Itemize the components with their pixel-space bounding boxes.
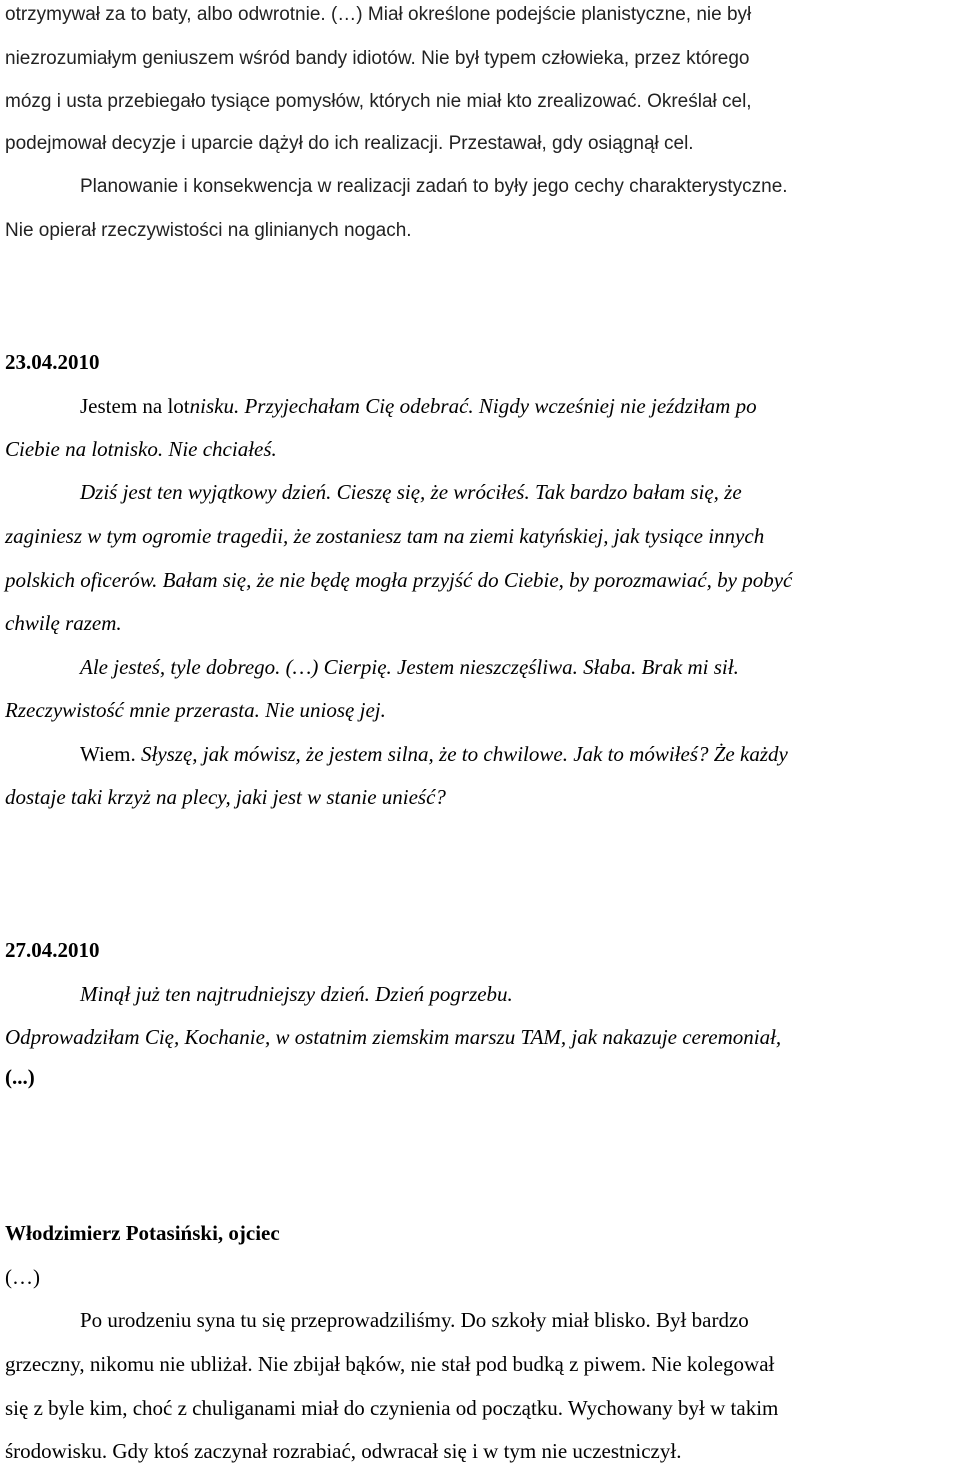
text-line: Wiem. Słyszę, jak mówisz, że jestem silna, że to chwilowe. Jak to mówiłeś? Że każdy bbox=[80, 742, 788, 766]
text-line: Nie opierał rzeczywistości na glinianych nogach. bbox=[5, 220, 412, 241]
text-line: otrzymywał za to baty, albo odwrotnie. (…) Miał określone podejście planistyczne, nie był bbox=[5, 4, 752, 25]
text-line: polskich oficerów. Bałam się, że nie będę mogła przyjść do Ciebie, by porozmawiać, by pobyć bbox=[5, 568, 793, 592]
text-line: (...) bbox=[5, 1065, 35, 1089]
text-line: Rzeczywistość mnie przerasta. Nie uniosę jej. bbox=[5, 698, 386, 722]
text-line: chwilę razem. bbox=[5, 611, 122, 635]
text-line: Dziś jest ten wyjątkowy dzień. Cieszę się, że wróciłeś. Tak bardzo bałam się, że bbox=[80, 480, 742, 504]
section-heading: Włodzimierz Potasiński, ojciec bbox=[5, 1221, 280, 1245]
text-line: dostaje taki krzyż na plecy, jaki jest w stanie unieść? bbox=[5, 785, 446, 809]
text-line: Minął już ten najtrudniejszy dzień. Dzień pogrzebu. bbox=[80, 982, 513, 1006]
text-line: zaginiesz w tym ogromie tragedii, że zostaniesz tam na ziemi katyńskiej, jak tysiące innych bbox=[5, 524, 765, 548]
text-line: się z byle kim, choć z chuliganami miał do czynienia od początku. Wychowany był w takim bbox=[5, 1396, 779, 1420]
text-line: Planowanie i konsekwencja w realizacji zadań to były jego cechy charakterystyczne. bbox=[80, 176, 788, 197]
text-line: niezrozumiałym geniuszem wśród bandy idiotów. Nie był typem człowieka, przez którego bbox=[5, 48, 750, 69]
text-line: Po urodzeniu syna tu się przeprowadziliśmy. Do szkoły miał blisko. Był bardzo bbox=[80, 1308, 749, 1332]
text-line: (…) bbox=[5, 1265, 40, 1289]
text-line: Ciebie na lotnisko. Nie chciałeś. bbox=[5, 437, 277, 461]
text-line: środowisku. Gdy ktoś zaczynał rozrabiać, odwracał się i w tym nie uczestniczył. bbox=[5, 1439, 682, 1463]
entry-date: 23.04.2010 bbox=[5, 350, 100, 374]
text-line: Odprowadziłam Cię, Kochanie, w ostatnim ziemskim marszu TAM, jak nakazuje ceremoniał, bbox=[5, 1025, 782, 1049]
text-line: podejmował decyzje i uparcie dążył do ich realizacji. Przestawał, gdy osiągnął cel. bbox=[5, 133, 694, 154]
text-line: mózg i usta przebiegało tysiące pomysłów, których nie miał kto zrealizować. Określał cel, bbox=[5, 91, 752, 112]
text-line: Jestem na lotnisku. Przyjechałam Cię odebrać. Nigdy wcześniej nie jeździłam po bbox=[80, 394, 757, 418]
text-line: grzeczny, nikomu nie ubliżał. Nie zbijał bąków, nie stał pod budką z piwem. Nie kolegował bbox=[5, 1352, 775, 1376]
entry-date: 27.04.2010 bbox=[5, 938, 100, 962]
text-line: Ale jesteś, tyle dobrego. (…) Cierpię. Jestem nieszczęśliwa. Słaba. Brak mi sił. bbox=[80, 655, 739, 679]
